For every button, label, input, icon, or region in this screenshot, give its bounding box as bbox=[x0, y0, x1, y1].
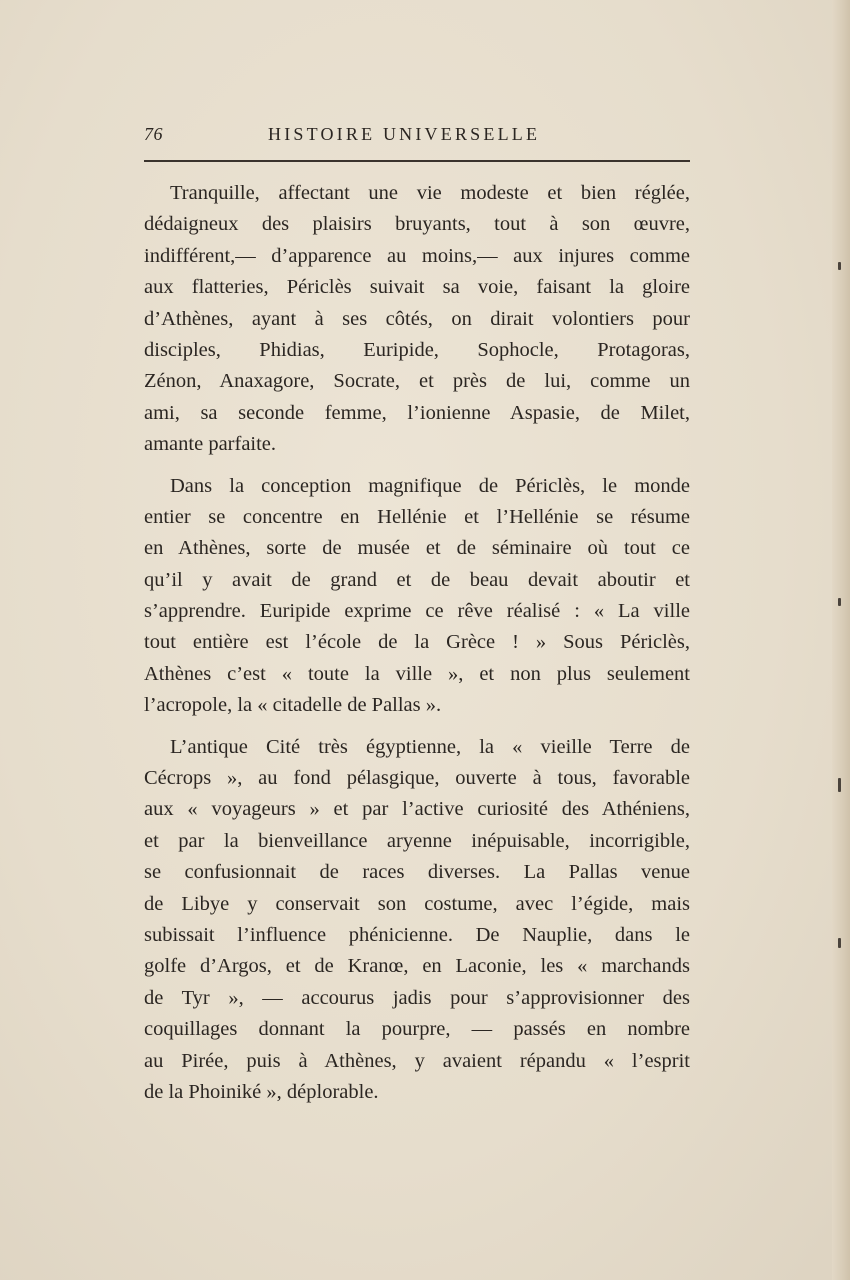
text-line: dédaigneux des plaisirs bruyants, tout à son œuvre, bbox=[144, 213, 690, 236]
text-line: au Pirée, puis à Athènes, y avaient répandu « l’esprit bbox=[144, 1049, 690, 1072]
page-edge bbox=[832, 0, 850, 1280]
text-line: s’apprendre. Euripide exprime ce rêve réalisé : « La ville bbox=[144, 600, 690, 623]
page-header bbox=[144, 124, 690, 150]
paragraph bbox=[144, 178, 690, 461]
page-number: 76 bbox=[144, 124, 163, 144]
header-rule bbox=[144, 160, 690, 162]
text-line: de Tyr », — accourus jadis pour s’approvisionner des bbox=[144, 986, 690, 1009]
text-line: aux « voyageurs » et par l’active curiosité des Athéniens, bbox=[144, 798, 690, 821]
text-line: subissait l’influence phénicienne. De Nauplie, dans le bbox=[144, 923, 690, 946]
text-line: Tranquille, affectant une vie modeste et bien réglée, bbox=[170, 182, 690, 204]
text-line: l’acropole, la « citadelle de Pallas ». bbox=[144, 694, 442, 717]
text-line: Dans la conception magnifique de Périclès, le monde bbox=[170, 474, 690, 497]
margin-mark bbox=[838, 262, 841, 270]
text-line: coquillages donnant la pourpre, — passés en nombre bbox=[144, 1018, 690, 1041]
text-line: entier se concentre en Hellénie et l’Hellénie se résume bbox=[144, 505, 690, 528]
text-line: golfe d’Argos, et de Kranœ, en Laconie, les « marchands bbox=[144, 955, 690, 978]
text-line: d’Athènes, ayant à ses côtés, on dirait volontiers pour bbox=[144, 307, 690, 330]
text-line: ami, sa seconde femme, l’ionienne Aspasie, de Milet, bbox=[144, 401, 690, 424]
running-title: HISTOIRE UNIVERSELLE bbox=[268, 124, 541, 144]
margin-mark bbox=[838, 598, 841, 606]
text-line: Cécrops », au fond pélasgique, ouverte à tous, favorable bbox=[144, 767, 690, 790]
body-text bbox=[144, 178, 690, 1118]
text-line: tout entière est l’école de la Grèce ! » Sous Périclès, bbox=[144, 631, 690, 654]
paragraph bbox=[144, 471, 690, 722]
text-line: Zénon, Anaxagore, Socrate, et près de lui, comme un bbox=[144, 370, 690, 393]
text-line: se confusionnait de races diverses. La Pallas venue bbox=[144, 861, 690, 884]
text-line: aux flatteries, Périclès suivait sa voie, faisant la gloire bbox=[144, 276, 690, 299]
text-line: disciples, Phidias, Euripide, Sophocle, Protagoras, bbox=[144, 338, 690, 361]
text-line: Athènes c’est « toute la ville », et non plus seulement bbox=[144, 662, 690, 685]
margin-mark bbox=[838, 938, 841, 948]
paragraph bbox=[144, 732, 690, 1109]
text-line: de la Phoiniké », déplorable. bbox=[144, 1080, 379, 1103]
text-line: de Libye y conservait son costume, avec l’égide, mais bbox=[144, 892, 690, 915]
text-line: en Athènes, sorte de musée et de séminaire où tout ce bbox=[144, 537, 690, 560]
text-line: amante parfaite. bbox=[144, 433, 277, 456]
text-line: et par la bienveillance aryenne inépuisable, incorrigible, bbox=[144, 829, 690, 852]
text-line: qu’il y avait de grand et de beau devait aboutir et bbox=[144, 568, 690, 591]
text-line: indifférent,— d’apparence au moins,— aux injures comme bbox=[144, 244, 690, 267]
text-line: L’antique Cité très égyptienne, la « vieille Terre de bbox=[170, 735, 690, 758]
margin-mark bbox=[838, 778, 841, 792]
